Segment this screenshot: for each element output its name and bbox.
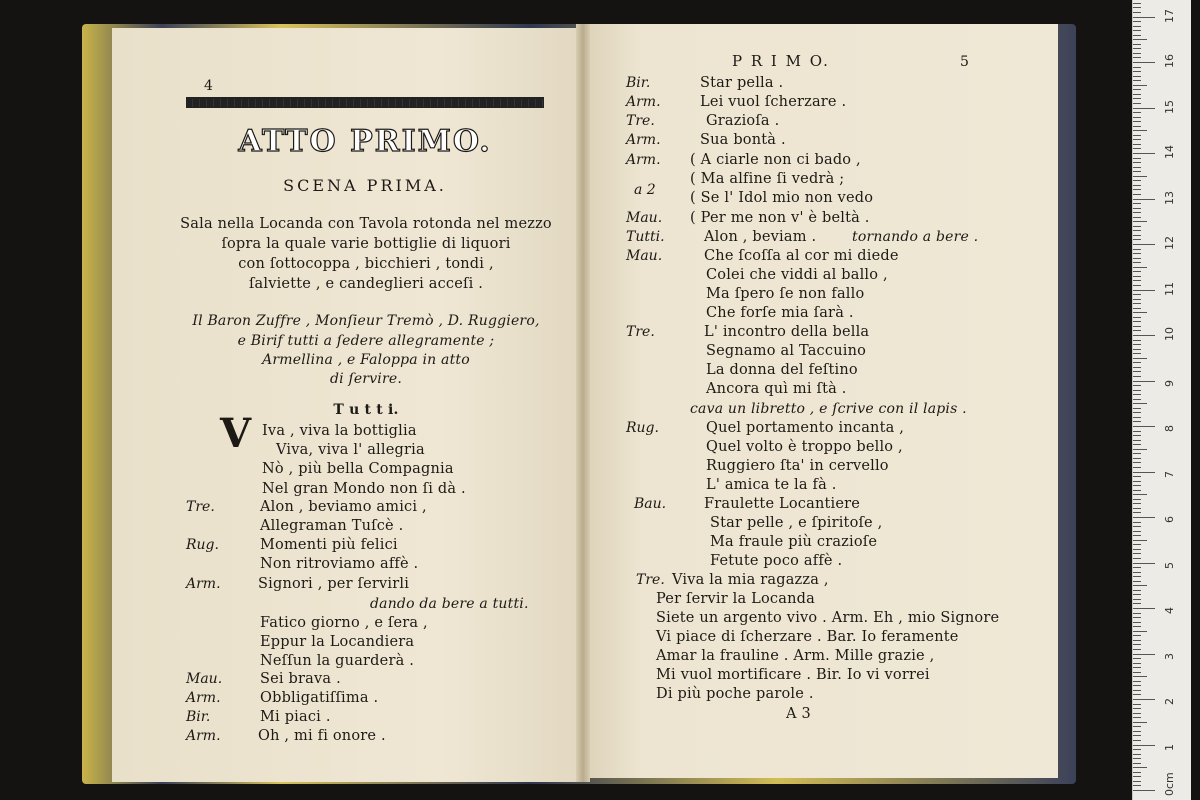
verse-line: Quel portamento incanta ,	[706, 420, 905, 436]
ruler-tick	[1133, 440, 1141, 441]
ruler-tick	[1133, 490, 1141, 491]
ruler-tick	[1133, 285, 1141, 286]
ruler-label: 8	[1163, 425, 1176, 432]
ruler-tick	[1133, 212, 1141, 213]
ruler-label: 9	[1163, 379, 1176, 387]
ruler-tick	[1133, 608, 1155, 609]
ruler-tick	[1133, 17, 1155, 18]
ruler-tick	[1133, 749, 1141, 750]
verse-line: Neſſun la guarderà .	[260, 653, 415, 669]
ruler-tick	[1133, 708, 1141, 709]
verse-line: Che forſe mia ſarà .	[706, 305, 854, 321]
setting-line: Sala nella Locanda con Tavola rotonda nel mezzo	[180, 216, 552, 232]
characters-line: Armellina , e Faloppa in atto	[262, 352, 470, 368]
ruler-tick	[1133, 12, 1141, 13]
ruler-tick	[1133, 512, 1141, 513]
ruler-tick	[1133, 162, 1141, 163]
ruler-tick	[1133, 499, 1141, 500]
ruler-tick	[1133, 326, 1141, 327]
ruler-tick	[1133, 603, 1141, 604]
ruler-tick	[1133, 635, 1141, 636]
ruler-tick	[1133, 444, 1141, 445]
ruler-label: 12	[1163, 236, 1176, 250]
ruler-tick	[1133, 7, 1141, 8]
verse-line: ( Se l' Idol mio non vedo	[690, 190, 874, 206]
ruler-tick	[1133, 117, 1141, 118]
ruler-tick	[1133, 567, 1141, 568]
ruler-tick	[1133, 271, 1141, 272]
ruler-tick	[1133, 494, 1147, 495]
verse-line: Colei che viddi al ballo ,	[706, 267, 888, 283]
ruler-tick	[1133, 221, 1147, 222]
speaker-label: Rug.	[626, 420, 659, 436]
stage-direction: cava un libretto , e ſcrive con il lapis .	[690, 401, 967, 417]
ruler-tick	[1133, 21, 1141, 22]
ruler-tick	[1133, 485, 1141, 486]
speaker-label: Arm.	[626, 132, 661, 148]
ruler-tick	[1133, 431, 1141, 432]
ruler-tick	[1133, 426, 1155, 427]
ruler-tick	[1133, 30, 1141, 31]
ruler-tick	[1133, 139, 1141, 140]
ruler-tick	[1133, 362, 1141, 363]
speaker-label: Bir.	[626, 75, 651, 91]
prose-line: Siete un argento vivo . Arm. Eh , mio Signore	[656, 610, 1000, 626]
ruler-tick	[1133, 239, 1141, 240]
ruler-tick	[1133, 67, 1141, 68]
verse-line: Fraulette Locantiere	[704, 496, 861, 512]
ruler-tick	[1133, 103, 1141, 104]
ruler-tick	[1133, 722, 1147, 723]
characters-line: e Birif tutti a ſedere allegramente ;	[237, 333, 495, 349]
ruler-tick	[1133, 617, 1141, 618]
ruler-tick	[1133, 262, 1141, 263]
verse-line: ( Ma alfine ſi vedrà ;	[690, 171, 845, 187]
ruler-tick	[1133, 80, 1141, 81]
verse-line: Alon , beviam .	[704, 229, 817, 245]
verse-line: Quel volto è troppo bello ,	[706, 439, 903, 455]
ruler-tick	[1133, 344, 1141, 345]
stage-direction: tornando a bere .	[852, 229, 979, 245]
ruler-tick	[1133, 253, 1141, 254]
ruler-tick	[1133, 321, 1141, 322]
ruler-tick	[1133, 672, 1141, 673]
ruler-tick	[1133, 299, 1141, 300]
ruler-tick	[1133, 572, 1141, 573]
verse-line: Mi piaci .	[260, 709, 331, 725]
ruler-tick	[1133, 330, 1141, 331]
ruler-tick	[1133, 121, 1141, 122]
ruler-tick	[1133, 353, 1141, 354]
ruler-tick	[1133, 717, 1141, 718]
setting-line: con ſottocoppa , bicchieri , tondi ,	[238, 256, 494, 272]
speaker-label: Tutti.	[626, 229, 665, 245]
ruler-tick	[1133, 376, 1141, 377]
ruler-tick	[1133, 167, 1141, 168]
ruler-tick	[1133, 358, 1147, 359]
ruler-tick	[1133, 230, 1141, 231]
ruler-tick	[1133, 517, 1155, 518]
ruler-tick	[1133, 508, 1141, 509]
ruler-tick	[1133, 694, 1141, 695]
scene-title: SCENA PRIMA.	[283, 176, 447, 195]
ruler-tick	[1133, 98, 1141, 99]
ruler-tick	[1133, 148, 1141, 149]
ruler-tick	[1133, 194, 1141, 195]
measurement-ruler	[1132, 0, 1191, 800]
ruler-label: 7	[1163, 470, 1176, 478]
act-title: ATTO PRIMO.	[238, 124, 492, 159]
ruler-tick	[1133, 153, 1155, 154]
verse-line: Segnamo al Taccuino	[706, 343, 867, 359]
speaker-label: Arm.	[626, 152, 661, 168]
ruler-label: 13	[1163, 190, 1176, 205]
ruler-tick	[1133, 503, 1141, 504]
ruler-tick	[1133, 785, 1141, 786]
ruler-tick	[1133, 258, 1141, 259]
verse-line: Fatico giorno , e ſera ,	[260, 615, 428, 631]
ruler-tick	[1133, 763, 1141, 764]
ruler-tick	[1133, 94, 1141, 95]
ruler-label: 5	[1163, 561, 1176, 569]
speaker-label: Mau.	[626, 210, 663, 226]
ruler-tick	[1133, 394, 1141, 395]
ruler-tick	[1133, 776, 1141, 777]
ruler-tick	[1133, 217, 1141, 218]
verse-line: Star pelle , e ſpiritoſe ,	[710, 515, 883, 531]
ruler-label: 2	[1163, 698, 1176, 705]
ruler-tick	[1133, 367, 1141, 368]
ruler-tick	[1133, 726, 1141, 727]
ruler-tick	[1133, 585, 1147, 586]
ruler-tick	[1133, 381, 1155, 382]
ruler-tick	[1133, 308, 1141, 309]
ruler-tick	[1133, 85, 1147, 86]
ruler-tick	[1133, 208, 1141, 209]
verse-line: Fetute poco affè .	[710, 553, 843, 569]
right-page-number: 5	[960, 54, 970, 70]
verse-line: Viva, viva l' allegria	[276, 442, 425, 458]
ruler-tick	[1133, 226, 1141, 227]
verse-line: La donna del feſtino	[706, 362, 858, 378]
ruler-tick	[1133, 199, 1155, 200]
ruler-tick	[1133, 290, 1155, 291]
verse-line: Star pella .	[700, 75, 784, 91]
ruler-label: 1	[1163, 743, 1176, 751]
ruler-tick	[1133, 553, 1141, 554]
ruler-tick	[1133, 303, 1141, 304]
signature-mark: A 3	[786, 706, 811, 722]
ruler-tick	[1133, 531, 1141, 532]
ruler-tick	[1133, 349, 1141, 350]
speaker-label: Tre.	[626, 113, 655, 129]
ruler-tick	[1133, 590, 1141, 591]
ruler-tick	[1133, 48, 1141, 49]
ruler-tick	[1133, 189, 1141, 190]
ruler-tick	[1133, 544, 1141, 545]
ruler-tick	[1133, 435, 1141, 436]
ruler-label: 15	[1163, 99, 1176, 114]
ruler-tick	[1133, 790, 1155, 791]
ruler-tick	[1133, 180, 1141, 181]
ruler-tick	[1133, 267, 1147, 268]
ruler-tick	[1133, 462, 1141, 463]
verse-line: Obbligatiſſima .	[260, 690, 379, 706]
ruler-tick	[1133, 781, 1141, 782]
speaker-label: Arm.	[626, 94, 661, 110]
ruler-label: 10	[1163, 327, 1176, 341]
ruler-label: 6	[1163, 516, 1176, 523]
ruler-tick	[1133, 640, 1141, 641]
ruler-tick	[1133, 44, 1141, 45]
ruler-tick	[1133, 340, 1141, 341]
verse-line: ( A ciarle non ci bado ,	[690, 152, 861, 168]
ruler-tick	[1133, 767, 1147, 768]
ruler-tick	[1133, 481, 1141, 482]
ruler-label: 16	[1163, 54, 1176, 68]
prose-line: Mi vuol mortificare . Bir. Io vi vorrei	[656, 667, 930, 683]
verse-line: Ma fraule più crazioſe	[710, 534, 878, 550]
ruler-tick	[1133, 62, 1155, 63]
speaker-label: Tre.	[626, 324, 655, 340]
ruler-tick	[1133, 458, 1141, 459]
speaker-label: Arm.	[186, 728, 221, 744]
verse-line: Momenti più felici	[260, 537, 398, 553]
ruler-tick	[1133, 626, 1141, 627]
characters-line: Il Baron Zuffre , Monſieur Tremò , D. Ruggiero,	[192, 313, 540, 329]
ruler-tick	[1133, 112, 1141, 113]
ruler-tick	[1133, 731, 1141, 732]
verse-line: Ma ſpero ſe non fallo	[706, 286, 865, 302]
ruler-tick	[1133, 644, 1141, 645]
ruler-tick	[1133, 76, 1141, 77]
ruler-tick	[1133, 144, 1141, 145]
ruler-tick	[1133, 745, 1155, 746]
ruler-tick	[1133, 594, 1141, 595]
ruler-tick	[1133, 203, 1141, 204]
setting-line: ſalviette , e candeglieri acceſi .	[248, 276, 484, 292]
ruler-tick	[1133, 317, 1141, 318]
ruler-tick	[1133, 472, 1155, 473]
ruler-label: 4	[1163, 607, 1176, 614]
ruler-tick	[1133, 758, 1141, 759]
ruler-tick	[1133, 417, 1141, 418]
ruler-tick	[1133, 335, 1155, 336]
running-head: P R I M O.	[732, 52, 830, 70]
verse-line: Nel gran Mondo non ſi dà .	[262, 481, 466, 497]
speaker-label: Mau.	[626, 248, 663, 264]
speaker-label: a 2	[634, 182, 656, 198]
ruler-tick	[1133, 681, 1141, 682]
ruler-tick	[1133, 658, 1141, 659]
speaker-label: Bir.	[186, 709, 211, 725]
ruler-tick	[1133, 599, 1141, 600]
ruler-tick	[1133, 89, 1141, 90]
ruler-label: 3	[1163, 652, 1176, 660]
verse-line: Grazioſa .	[706, 113, 780, 129]
ruler-label: 0cm	[1163, 772, 1176, 796]
ruler-label: 11	[1163, 281, 1176, 296]
ruler-tick	[1133, 740, 1141, 741]
speaker-label: Bau.	[634, 496, 667, 512]
ruler-tick	[1133, 3, 1141, 4]
ruler-tick	[1133, 685, 1141, 686]
ruler-tick	[1133, 176, 1147, 177]
prose-line: Di più poche parole .	[656, 686, 814, 702]
characters-line: di ſervire.	[329, 371, 403, 387]
stage-direction: dando da bere a tutti.	[370, 596, 529, 612]
ruler-tick	[1133, 108, 1155, 109]
verse-line: Signori , per ſervirli	[258, 576, 410, 592]
prose-line: Per ſervir la Locanda	[656, 591, 815, 607]
prose-line: Amar la frauline . Arm. Mille grazie ,	[656, 648, 935, 664]
ruler-tick	[1133, 540, 1147, 541]
ruler-tick	[1133, 276, 1141, 277]
ruler-tick	[1133, 654, 1155, 655]
ruler-tick	[1133, 312, 1147, 313]
verse-line: ( Per me non v' è beltà .	[690, 210, 870, 226]
verse-line: L' amica te la fà .	[706, 477, 837, 493]
ruler-tick	[1133, 535, 1141, 536]
verse-line: Che ſcoſſa al cor mi diede	[704, 248, 899, 264]
ruler-tick	[1133, 713, 1141, 714]
ruler-tick	[1133, 399, 1141, 400]
ruler-tick	[1133, 35, 1141, 36]
ruler-tick	[1133, 558, 1141, 559]
ruler-tick	[1133, 185, 1141, 186]
ruler-tick	[1133, 576, 1141, 577]
verse-line: Ancora quì mi ſtà .	[706, 381, 847, 397]
ruler-tick	[1133, 371, 1141, 372]
speaker-label: Mau.	[186, 671, 223, 687]
ruler-tick	[1133, 476, 1141, 477]
verse-line: Nò , più bella Compagnia	[262, 461, 454, 477]
ruler-tick	[1133, 549, 1141, 550]
ruler-tick	[1133, 649, 1141, 650]
ruler-tick	[1133, 53, 1141, 54]
ruler-tick	[1133, 699, 1155, 700]
ruler-tick	[1133, 704, 1141, 705]
ruler-tick	[1133, 412, 1141, 413]
ruler-tick	[1133, 676, 1147, 677]
drop-cap: V	[220, 410, 252, 457]
ruler-tick	[1133, 522, 1141, 523]
ruler-label: 17	[1163, 8, 1176, 23]
ruler-tick	[1133, 135, 1141, 136]
speaker-label: Tre.	[186, 499, 215, 515]
ruler-tick	[1133, 690, 1141, 691]
ruler-tick	[1133, 581, 1141, 582]
ruler-tick	[1133, 449, 1147, 450]
verse-line: Ruggiero ſta' in cervello	[706, 458, 889, 474]
tutti-heading: T u t t i.	[333, 402, 399, 418]
verse-line: Oh , mi fi onore .	[258, 728, 386, 744]
ruler-tick	[1133, 622, 1141, 623]
ruler-tick	[1133, 526, 1141, 527]
verse-line: L' incontro della bella	[704, 324, 870, 340]
header-rule	[186, 97, 544, 108]
verse-line: Alon , beviamo amici ,	[260, 499, 427, 515]
ruler-tick	[1133, 294, 1141, 295]
ruler-tick	[1133, 772, 1141, 773]
speaker-label: Arm.	[186, 690, 221, 706]
ruler-tick	[1133, 421, 1141, 422]
ruler-tick	[1133, 26, 1141, 27]
ruler-tick	[1133, 453, 1141, 454]
verse-line: Sei brava .	[260, 671, 341, 687]
ruler-tick	[1133, 467, 1141, 468]
prose-line: Vi piace di ſcherzare . Bar. Io feramente	[656, 629, 959, 645]
book-gutter	[576, 24, 590, 782]
verse-line: Eppur la Locandiera	[260, 634, 415, 650]
speaker-label: Arm.	[186, 576, 221, 592]
ruler-tick	[1133, 613, 1141, 614]
ruler-tick	[1133, 667, 1141, 668]
ruler-tick	[1133, 126, 1141, 127]
left-page-number: 4	[204, 78, 214, 94]
ruler-tick	[1133, 249, 1141, 250]
verse-line: Non ritroviamo affè .	[260, 556, 419, 572]
ruler-tick	[1133, 390, 1141, 391]
ruler-tick	[1133, 631, 1147, 632]
ruler-tick	[1133, 71, 1141, 72]
ruler-tick	[1133, 663, 1141, 664]
ruler-tick	[1133, 403, 1147, 404]
setting-line: ſopra la quale varie bottiglie di liquori	[221, 236, 511, 252]
ruler-tick	[1133, 39, 1147, 40]
ruler-tick	[1133, 563, 1155, 564]
ruler-tick	[1133, 57, 1141, 58]
ruler-tick	[1133, 235, 1141, 236]
ruler-tick	[1133, 158, 1141, 159]
ruler-tick	[1133, 408, 1141, 409]
ruler-tick	[1133, 244, 1155, 245]
verse-line: Sua bontà .	[700, 132, 786, 148]
speaker-label: Rug.	[186, 537, 219, 553]
prose-line: Viva la mia ragazza ,	[672, 572, 829, 588]
verse-line: Iva , viva la bottiglia	[262, 423, 417, 439]
ruler-tick	[1133, 754, 1141, 755]
verse-line: Lei vuol ſcherzare .	[700, 94, 847, 110]
verse-line: Allegraman Tuſcè .	[260, 518, 404, 534]
ruler-label: 14	[1163, 145, 1176, 159]
ruler-tick	[1133, 171, 1141, 172]
speaker-label: Tre.	[636, 572, 665, 588]
ruler-tick	[1133, 130, 1147, 131]
ruler-tick	[1133, 735, 1141, 736]
ruler-tick	[1133, 385, 1141, 386]
ruler-tick	[1133, 280, 1141, 281]
